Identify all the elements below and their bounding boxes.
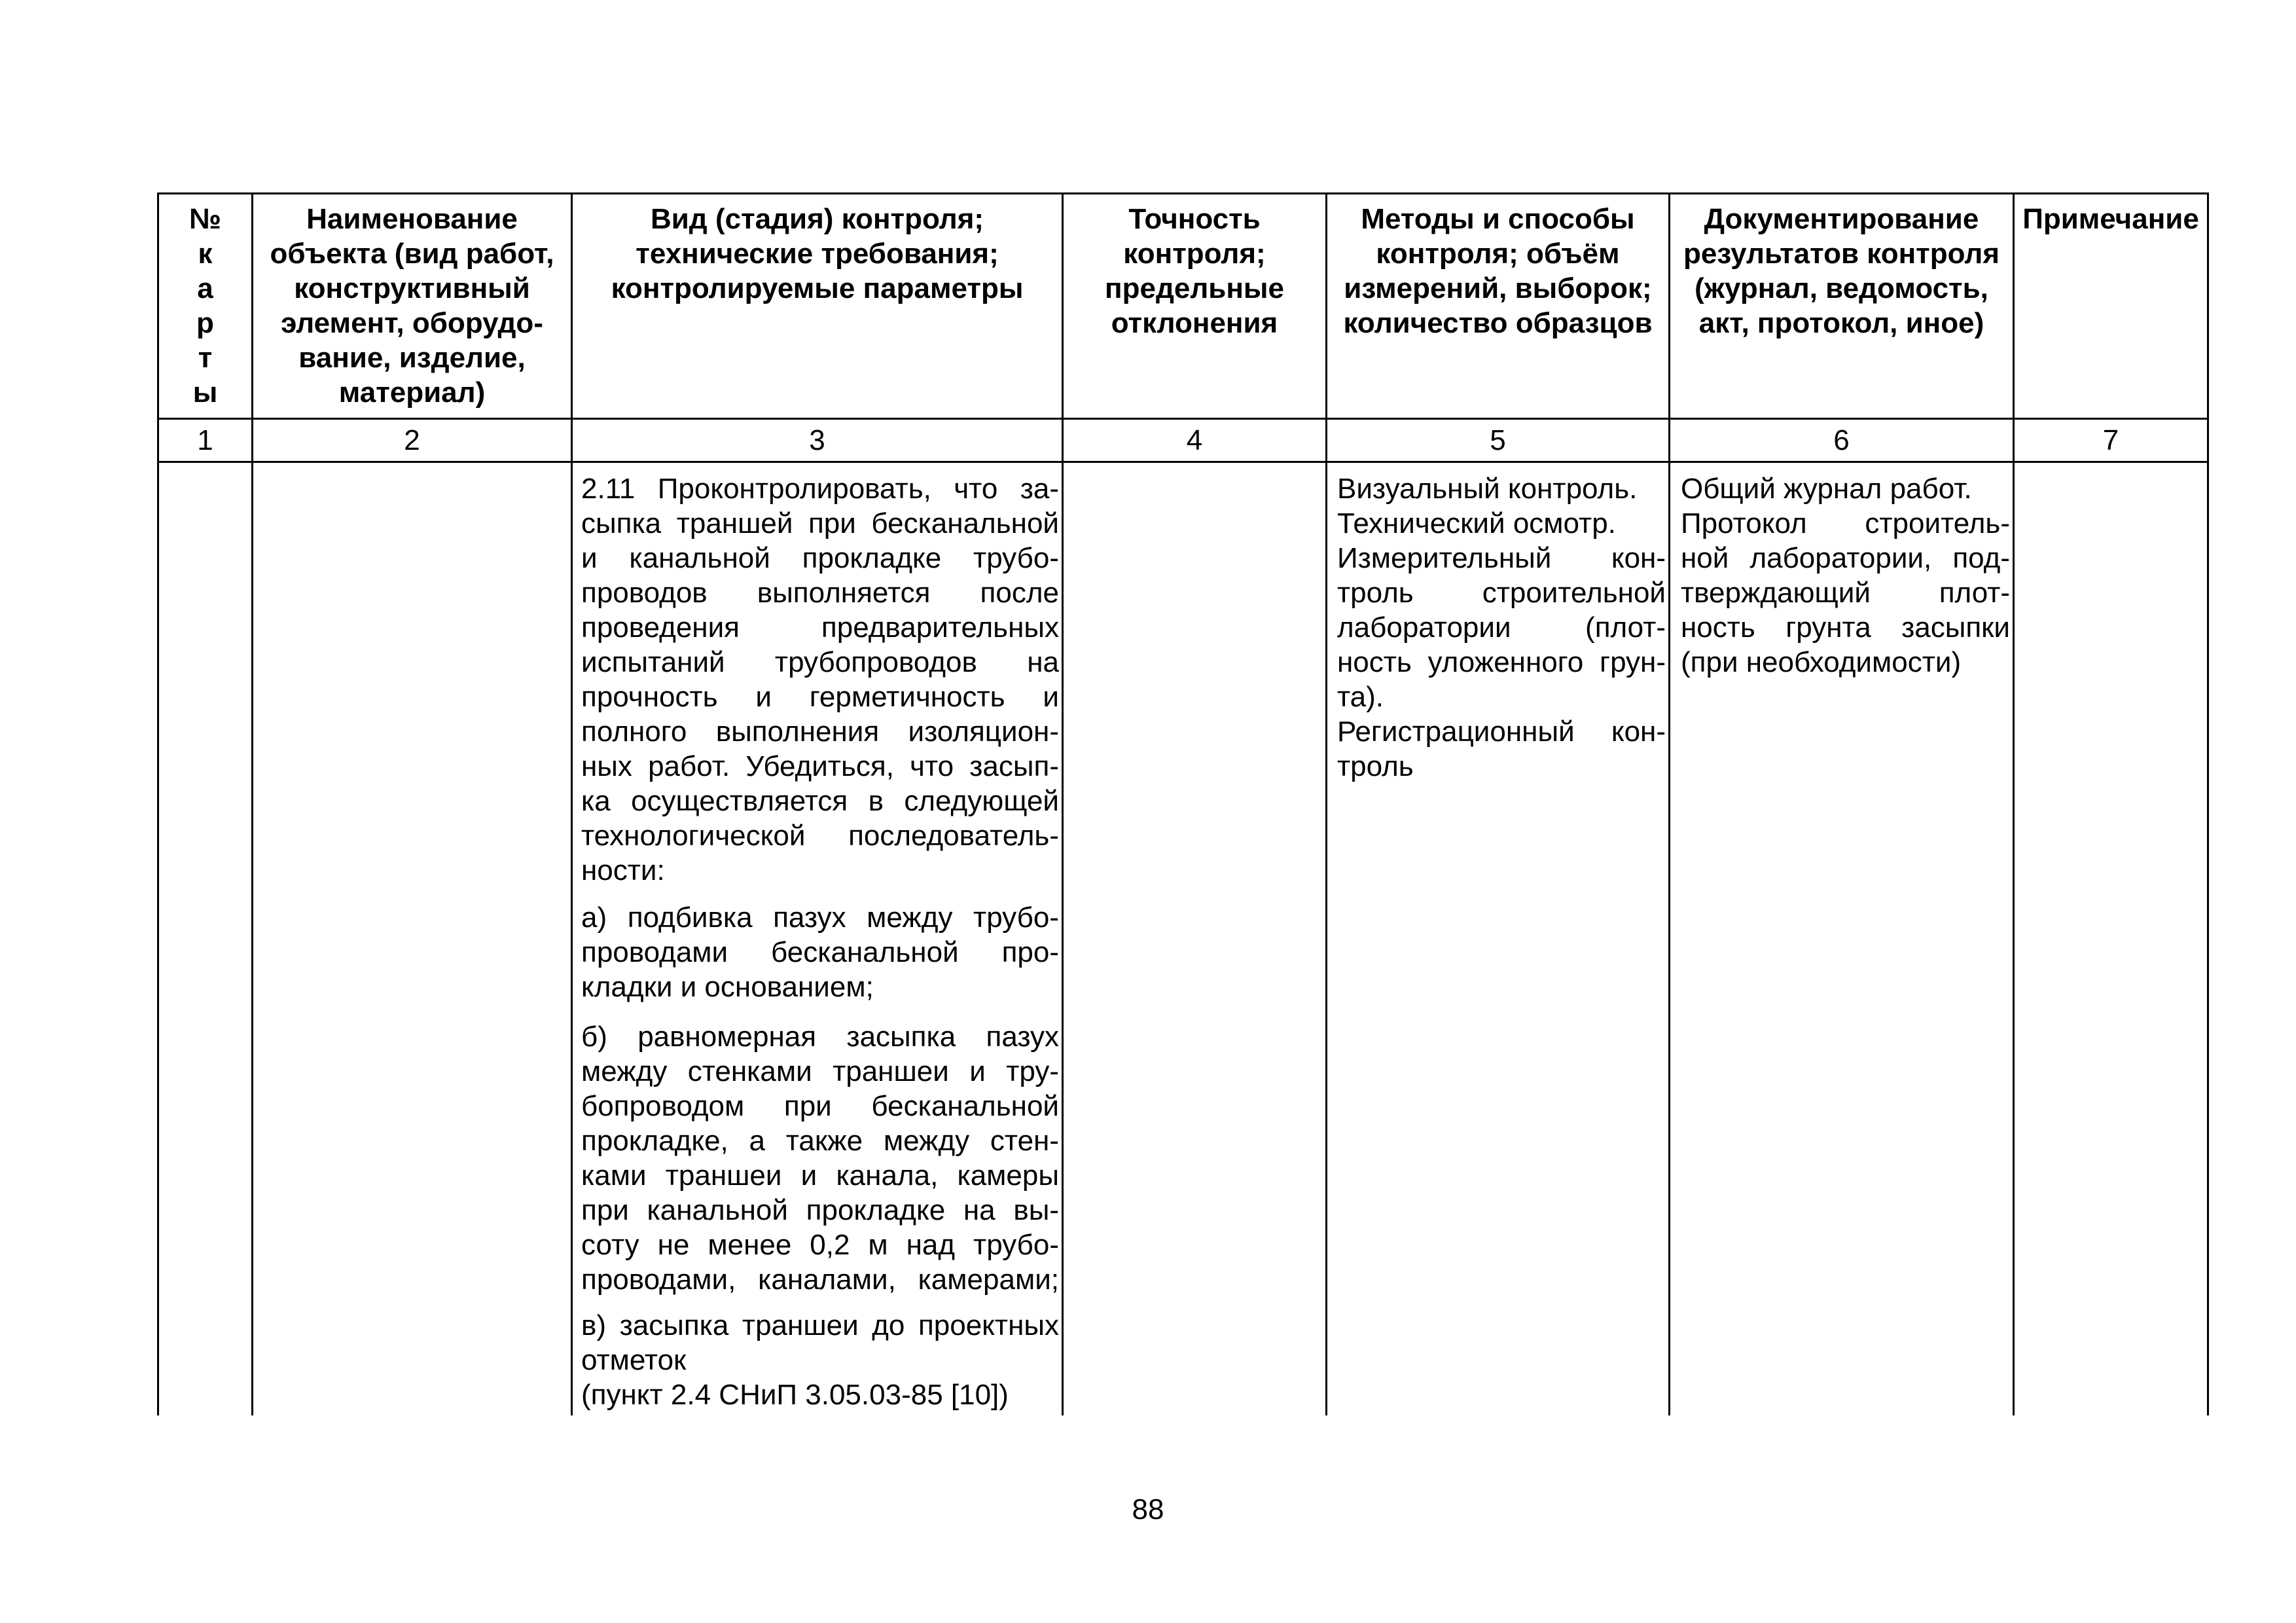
text-line: а) подбивка пазух между трубо-	[581, 902, 1059, 934]
text-line: та).	[1337, 681, 1384, 713]
text-line: ками траншеи и канала, камеры	[581, 1159, 1059, 1192]
column-number: 2	[404, 424, 420, 456]
header-notes: Примечание	[2022, 203, 2199, 235]
text-line: 2.11 Проконтролировать, что за-	[581, 473, 1059, 505]
column-number: 4	[1186, 424, 1203, 456]
text-line: бопроводом при бесканальной	[581, 1090, 1059, 1122]
text-line: (пункт 2.4 СНиП 3.05.03-85 [10])	[581, 1379, 1009, 1411]
table-header-divider	[157, 418, 2209, 420]
column-number: 3	[809, 424, 825, 456]
table-border-right	[2207, 192, 2209, 1415]
text-line: ных работ. Убедиться, что засып-	[581, 750, 1059, 782]
control-requirements-item-b	[581, 1019, 1059, 1297]
text-line: троль строительной	[1337, 577, 1666, 609]
header-accuracy: Точность контроля; предельные отклонения	[1105, 203, 1284, 339]
text-line: Регистрационный кон-	[1337, 716, 1666, 748]
text-line: между стенками траншеи и тру-	[581, 1055, 1059, 1087]
header-control-type: Вид (стадия) контроля; технические требования; контролируемые параметры	[611, 203, 1024, 304]
text-line: и канальной прокладке трубо-	[581, 542, 1059, 574]
text-line: проводами бесканальной про-	[581, 936, 1059, 968]
control-methods-text	[1337, 471, 1666, 784]
control-requirements-item-v	[581, 1308, 1059, 1412]
header-documentation: Документирование результатов контроля (журнал, ведомость, акт, протокол, иное)	[1683, 203, 2000, 339]
text-line: прочность и герметичность и	[581, 681, 1059, 713]
text-line: прокладке, а также между стен-	[581, 1125, 1059, 1157]
text-line: ка осуществляется в следующей	[581, 785, 1059, 817]
header-methods: Методы и способы контроля; объём измерений, выборок; количество образцов	[1343, 203, 1653, 339]
column-number: 5	[1490, 424, 1506, 456]
control-requirements-item-a	[581, 900, 1059, 1004]
text-line: тверждающий плот-	[1681, 577, 2010, 609]
documentation-text	[1681, 471, 2010, 680]
text-line: кладки и основанием;	[581, 971, 874, 1003]
table-border-top	[157, 192, 2209, 194]
text-line: при канальной прокладке на вы-	[581, 1194, 1059, 1226]
text-line: ности:	[581, 854, 665, 886]
text-line: испытаний трубопроводов на	[581, 646, 1059, 678]
column-number: 7	[2102, 424, 2119, 456]
control-requirements-paragraph-main	[581, 471, 1059, 888]
text-line: соту не менее 0,2 м над трубо-	[581, 1229, 1059, 1261]
text-line: технологической последователь-	[581, 820, 1059, 852]
text-line: сыпка траншей при бесканальной	[581, 507, 1059, 539]
text-line: лаборатории (плот-	[1337, 611, 1666, 644]
column-number: 1	[197, 424, 213, 456]
text-line: ность грунта засыпки	[1681, 611, 2010, 644]
table-border-col2	[571, 192, 573, 1415]
table-border-col3	[1062, 192, 1064, 1415]
text-line: ность уложенного грун-	[1337, 646, 1666, 678]
text-line: проведения предварительных	[581, 611, 1059, 644]
text-line: Технический осмотр.	[1337, 507, 1616, 539]
table-border-col5	[1668, 192, 1670, 1415]
text-line: полного выполнения изоляцион-	[581, 716, 1059, 748]
column-number: 6	[1833, 424, 1850, 456]
text-line: троль	[1337, 750, 1414, 782]
header-object-name: Наименование объекта (вид работ, конструктивный элемент, оборудо- вание, изделие, материал)	[270, 203, 554, 409]
text-line: б) равномерная засыпка пазух	[581, 1021, 1059, 1053]
text-line: (при необходимости)	[1681, 646, 1962, 678]
table-border-col4	[1325, 192, 1327, 1415]
header-card-number: № к а р т ы	[188, 203, 222, 409]
text-line: Измерительный кон-	[1337, 542, 1666, 574]
text-line: Визуальный контроль.	[1337, 473, 1638, 505]
text-line: Общий журнал работ.	[1681, 473, 1972, 505]
text-line: отметок	[581, 1344, 687, 1376]
text-line: проводами, каналами, камерами;	[581, 1264, 1059, 1296]
text-line: проводов выполняется после	[581, 577, 1059, 609]
text-line: Протокол строитель-	[1681, 507, 2010, 539]
table-border-col6	[2013, 192, 2015, 1415]
text-line: в) засыпка траншеи до проектных	[581, 1309, 1059, 1341]
table-number-divider	[157, 461, 2209, 463]
page-number: 88	[1132, 1493, 1164, 1525]
text-line: ной лаборатории, под-	[1681, 542, 2010, 574]
